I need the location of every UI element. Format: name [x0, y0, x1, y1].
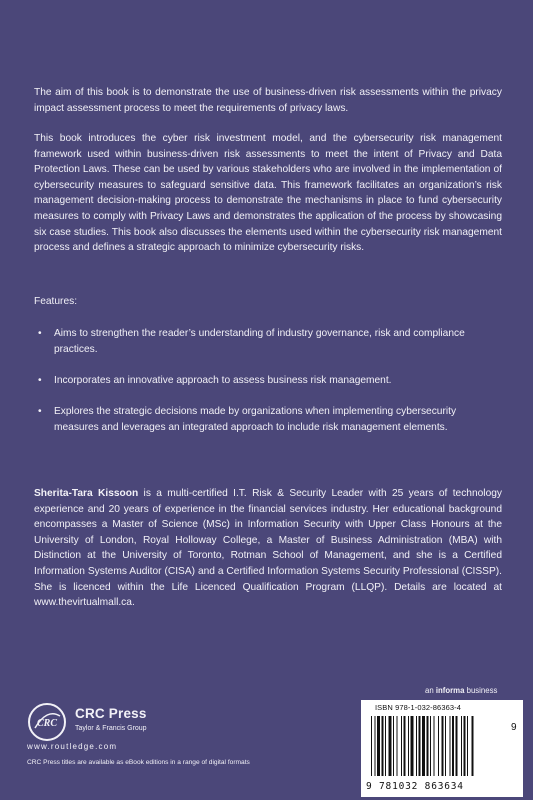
- features-heading: Features:: [34, 296, 78, 307]
- feature-text: Explores the strategic decisions made by organizations when implementing cybersecurity measures and leverages an integrated approach to include risk management elements.: [54, 406, 457, 433]
- feature-text: Incorporates an innovative approach to assess business risk management.: [54, 375, 392, 386]
- bullet-icon: •: [38, 375, 42, 386]
- publisher-name: CRC Press: [75, 706, 147, 721]
- isbn-label: ISBN 978-1-032-86363-4: [375, 703, 462, 712]
- barcode-icon: [371, 716, 517, 782]
- feature-item: [38, 373, 474, 389]
- author-bio: [34, 486, 502, 611]
- crc-logo-icon: [27, 702, 67, 742]
- feature-item: [38, 404, 474, 435]
- price-digit: 9: [511, 722, 517, 733]
- barcode-digits: 9 781032 863634: [366, 781, 464, 792]
- author-bio-text: is a multi-certified I.T. Risk & Security Leader with 25 years of technology experience and 20 years of experience in the financial services industry. Her educational background encompasses a Master of Science (MSc) in Information Security with Upper Class Honours at the University of London, Royal Holloway College, a Master of Business Administration (MBA) with Distinction at the University of Toronto, Rotman School of Management, and she is a Certified Information Systems Auditor (CISA) and a Certified Information Systems Security Professional (CISSP). She is licenced within the Life Licenced Qualification Program (LLQP). Details are located at www.thevirtualmall.ca.: [34, 488, 502, 609]
- publisher-group: Taylor & Francis Group: [75, 725, 147, 732]
- bullet-icon: •: [38, 406, 42, 417]
- intro-paragraph: The aim of this book is to demonstrate the use of business-driven risk assessments within the privacy impact assessment process to meet the requirements of privacy laws.: [34, 87, 502, 114]
- crc-logo-text: CRC: [36, 718, 58, 729]
- bullet-icon: •: [38, 328, 42, 339]
- ebook-note: CRC Press titles are available as eBook editions in a range of digital formats: [27, 759, 250, 766]
- informa-brand: informa: [435, 686, 465, 695]
- informa-tagline: an informa business: [425, 686, 498, 695]
- publisher-url: www.routledge.com: [27, 742, 118, 751]
- feature-text: Aims to strengthen the reader’s understanding of industry governance, risk and compliance practices.: [54, 328, 465, 355]
- description-paragraph: This book introduces the cyber risk investment model, and the cybersecurity risk management framework used within business-driven risk assessments to meet the intent of Privacy and Data Protection Laws. These can be used by various stakeholders who are involved in the implementation of cybersecurity measures to safeguard sensitive data. This framework facilitates an organization’s risk management decision-making process to demonstrate the mechanisms in place to fund cybersecurity measures to comply with Privacy Laws and demonstrates the application of the process by showcasing six case studies. This book also discusses the elements used within the cybersecurity risk management process and defines a strategic approach to minimize cybersecurity risks.: [34, 133, 502, 254]
- feature-item: [38, 326, 474, 357]
- author-name: Sherita-Tara Kissoon: [34, 488, 139, 499]
